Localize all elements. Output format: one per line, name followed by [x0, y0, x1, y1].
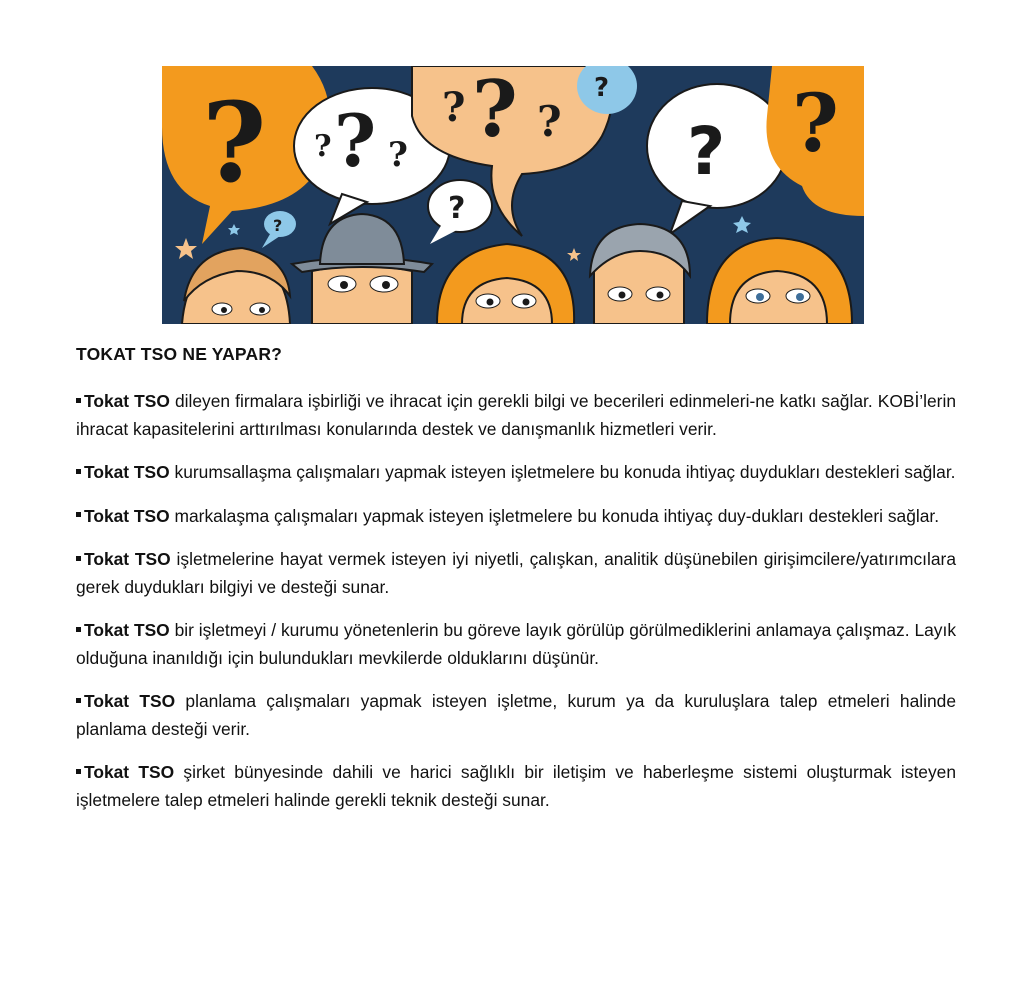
list-item: [76, 503, 956, 531]
brand-label: Tokat TSO: [84, 391, 170, 411]
item-text: planlama çalışmaları yapmak isteyen işletme, kurum ya da kuruluşlara talep etmeleri halinde planlama desteği verir.: [76, 691, 956, 739]
svg-text:?: ?: [448, 191, 466, 226]
page-title: TOKAT TSO NE YAPAR?: [76, 344, 283, 364]
svg-text:?: ?: [388, 135, 408, 175]
item-text: dileyen firmalara işbirliği ve ihracat için gerekli bilgi ve becerileri edinmeleri-ne katkı sağlar. KOBİ’lerin ihracat kapasitelerini arttırılması konularında destek ve danışmanlık hizmetleri verir.: [76, 391, 957, 439]
list-item: [76, 617, 956, 672]
bullet-icon: [76, 769, 81, 774]
item-text: kurumsallaşma çalışmaları yapmak isteyen işletmelere bu konuda ihtiyaç duydukları destekleri sağlar.: [169, 462, 956, 482]
people-question-bubbles-icon: [162, 66, 864, 324]
banner-illustration: [162, 66, 864, 324]
svg-text:?: ?: [442, 84, 466, 131]
bullet-icon: [76, 512, 81, 517]
brand-label: Tokat TSO: [84, 762, 175, 782]
list-item: [76, 759, 956, 814]
brand-label: Tokat TSO: [84, 505, 170, 526]
services-list: [76, 388, 956, 830]
svg-text:?: ?: [314, 129, 332, 164]
bullet-icon: [76, 627, 81, 632]
svg-text:?: ?: [792, 76, 839, 170]
svg-text:?: ?: [537, 97, 562, 146]
bullet-icon: [76, 469, 81, 474]
svg-text:?: ?: [334, 98, 377, 183]
item-text: işletmelerine hayat vermek isteyen iyi niyetli, çalışkan, analitik düşünebilen girişimcilere/yatırımcılara gerek duydukları bilgiyi ve desteği sunar.: [76, 549, 956, 597]
item-text: bir işletmeyi / kurumu yönetenlerin bu göreve layık görülüp görülmediklerini anlamaya çalışmaz. Layık olduğuna inanıldığı için bulundukları mevkilerde olduklarını düşünür.: [76, 620, 957, 668]
list-item: [76, 546, 956, 601]
svg-text:?: ?: [594, 73, 610, 103]
brand-label: Tokat TSO: [84, 620, 170, 640]
brand-label: Tokat TSO: [84, 462, 170, 482]
svg-text:?: ?: [202, 78, 267, 207]
svg-text:?: ?: [472, 66, 518, 155]
svg-text:?: ?: [687, 113, 726, 190]
list-item: [76, 388, 956, 443]
bullet-icon: [76, 698, 81, 703]
svg-text:?: ?: [273, 216, 283, 235]
item-text: markalaşma çalışmaları yapmak isteyen işletmelere bu konuda ihtiyaç duy-dukları destekleri sağlar.: [169, 505, 940, 526]
brand-label: Tokat TSO: [84, 549, 171, 569]
list-item: [76, 688, 956, 743]
brand-label: Tokat TSO: [84, 691, 176, 711]
item-text: şirket bünyesinde dahili ve harici sağlıklı bir iletişim ve haberleşme sistemi oluşturmak isteyen işletmelere talep etmeleri halinde gerekli teknik desteği sunar.: [76, 762, 957, 810]
bullet-icon: [76, 398, 81, 403]
bullet-icon: [76, 556, 81, 561]
list-item: [76, 459, 956, 487]
